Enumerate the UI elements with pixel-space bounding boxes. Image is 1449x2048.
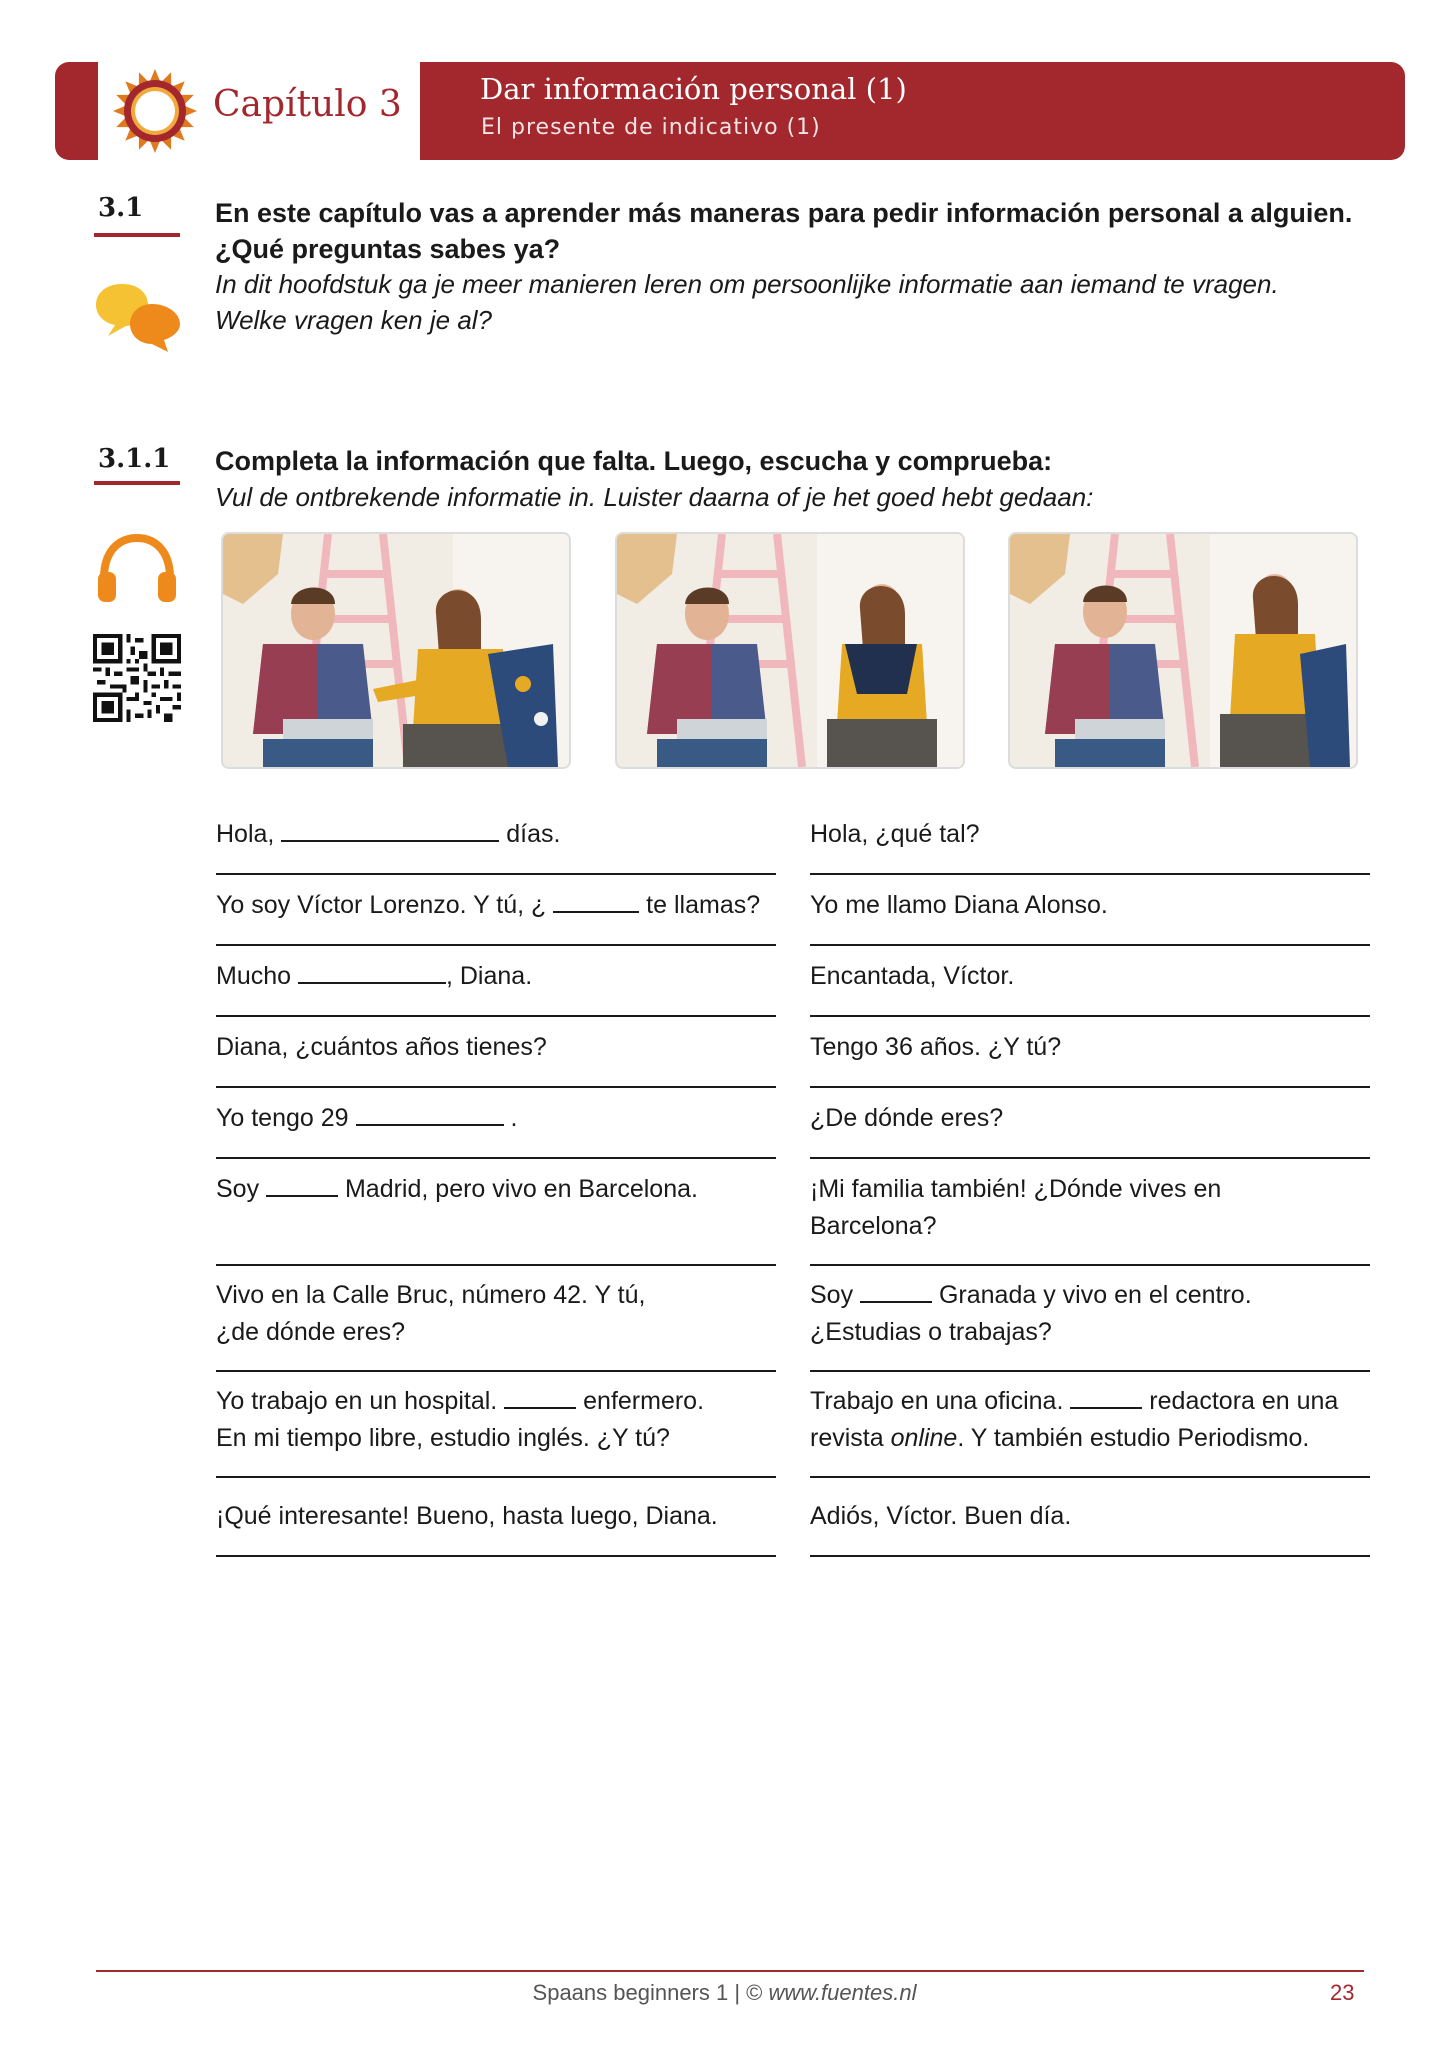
row-rule	[810, 1370, 1370, 1372]
section-number: 3.1	[98, 193, 144, 223]
dialogue-left-row-1	[216, 816, 776, 853]
dialogue-text: ¡Mi familia también! ¿Dónde vives en	[810, 1175, 1222, 1203]
page-subtitle: El presente de indicativo (1)	[481, 115, 821, 140]
photo-handshake	[221, 532, 571, 769]
dialogue-text: Hola, ¿qué tal?	[810, 820, 980, 848]
row-rule	[810, 1157, 1370, 1159]
dialogue-text: días.	[499, 820, 561, 848]
row-rule	[810, 1015, 1370, 1017]
row-rule	[810, 1476, 1370, 1478]
question-es-line1: En este capítulo vas a aprender más maneras para pedir información personal a alguien.	[215, 198, 1353, 228]
page-number: 23	[1330, 1980, 1355, 2005]
answer-blank[interactable]	[1070, 1385, 1142, 1409]
speech-bubbles-icon	[94, 280, 182, 356]
dialogue-text: redactora en una	[1142, 1387, 1339, 1415]
dialogue-text: Yo tengo 29	[216, 1104, 356, 1132]
dialogue-text-italic: online	[890, 1424, 958, 1452]
row-rule	[810, 944, 1370, 946]
row-rule	[216, 1157, 776, 1159]
row-rule	[810, 1086, 1370, 1088]
dialogue-text: ¿De dónde eres?	[810, 1104, 1004, 1132]
dialogue-right-row-1	[810, 816, 1370, 853]
dialogue-left-row-6	[216, 1171, 776, 1208]
dialogue-right-row-2	[810, 887, 1370, 924]
answer-blank[interactable]	[281, 818, 499, 842]
dialogue-left-row-7	[216, 1277, 776, 1351]
dialogue-text: En mi tiempo libre, estudio inglés. ¿Y tú?	[216, 1424, 670, 1452]
dialogue-text: Granada y vivo en el centro.	[932, 1281, 1252, 1309]
footer-rule	[96, 1970, 1364, 1972]
dialogue-right-row-3	[810, 958, 1370, 995]
row-rule	[216, 944, 776, 946]
subsection-number: 3.1.1	[98, 444, 171, 474]
chapter-label: Capítulo 3	[213, 84, 402, 125]
row-rule	[810, 1555, 1370, 1557]
answer-blank[interactable]	[356, 1102, 504, 1126]
dialogue-text: Trabajo en una oficina.	[810, 1387, 1071, 1415]
question-nl-line1: In dit hoofdstuk ga je meer manieren leren om persoonlijke informatie aan iemand te vragen.	[215, 269, 1279, 299]
dialogue-text: Vivo en la Calle Bruc, número 42. Y tú,	[216, 1281, 646, 1309]
dialogue-left-row-2	[216, 887, 776, 924]
dialogue-right-row-4	[810, 1029, 1370, 1066]
row-rule	[810, 873, 1370, 875]
dialogue-text: ¡Qué interesante! Bueno, hasta luego, Diana.	[216, 1502, 718, 1530]
dialogue-text: Tengo 36 años. ¿Y tú?	[810, 1033, 1062, 1061]
dialogue-left-row-9	[216, 1498, 776, 1535]
dialogue-text: Adiós, Víctor. Buen día.	[810, 1502, 1072, 1530]
dialogue-text: Yo me llamo Diana Alonso.	[810, 891, 1108, 919]
dialogue-text: Yo soy Víctor Lorenzo. Y tú, ¿	[216, 891, 554, 919]
row-rule	[216, 1370, 776, 1372]
dialogue-right-row-9	[810, 1498, 1370, 1535]
dialogue-text: Soy	[810, 1281, 861, 1309]
answer-blank[interactable]	[553, 889, 639, 913]
dialogue-text: Soy	[216, 1175, 267, 1203]
question-nl-line2: Welke vragen ken je al?	[215, 305, 493, 335]
footer-text	[0, 1980, 1449, 2006]
dialogue-right-row-5	[810, 1100, 1370, 1137]
row-rule	[216, 1015, 776, 1017]
section-rule	[94, 233, 180, 237]
dialogue-text: , Diana.	[445, 962, 533, 990]
dialogue-text: ¿Estudias o trabajas?	[810, 1318, 1052, 1346]
dialogue-left-row-4	[216, 1029, 776, 1066]
dialogue-text: te llamas?	[639, 891, 761, 919]
dialogue-text: enfermero.	[576, 1387, 705, 1415]
dialogue-text: Mucho	[216, 962, 298, 990]
dialogue-left-row-5	[216, 1100, 776, 1137]
dialogue-text: revista	[810, 1424, 891, 1452]
row-rule	[216, 873, 776, 875]
row-rule	[216, 1264, 776, 1266]
dialogue-text: Hola,	[216, 820, 282, 848]
instruction-nl: Vul de ontbrekende informatie in. Luister daarna of je het goed hebt gedaan:	[215, 482, 1094, 512]
dialogue-left-row-8	[216, 1383, 776, 1457]
dialogue-text: Yo trabajo en un hospital.	[216, 1387, 505, 1415]
sun-icon	[112, 68, 198, 154]
row-rule	[216, 1086, 776, 1088]
answer-blank[interactable]	[504, 1385, 576, 1409]
answer-blank[interactable]	[266, 1173, 338, 1197]
row-rule	[216, 1555, 776, 1557]
headphones-icon[interactable]	[96, 532, 178, 606]
subsection-rule	[94, 481, 180, 485]
question-es-line2: ¿Qué preguntas sabes ya?	[215, 234, 561, 264]
dialogue-text: Madrid, pero vivo en Barcelona.	[338, 1175, 698, 1203]
row-rule	[216, 1476, 776, 1478]
row-rule	[810, 1264, 1370, 1266]
dialogue-text: Encantada, Víctor.	[810, 962, 1015, 990]
dialogue-text: .	[503, 1104, 518, 1132]
dialogue-text: . Y también estudio Periodismo.	[957, 1424, 1310, 1452]
footer-label: Spaans beginners 1 | ©	[532, 1980, 769, 2005]
dialogue-right-row-6	[810, 1171, 1370, 1245]
instruction-es: Completa la información que falta. Luego, escucha y comprueba:	[215, 446, 1053, 476]
dialogue-text: ¿de dónde eres?	[216, 1318, 406, 1346]
answer-blank[interactable]	[298, 960, 446, 984]
dialogue-left-row-3	[216, 958, 776, 995]
dialogue-text: Diana, ¿cuántos años tienes?	[216, 1033, 547, 1061]
qr-code-icon[interactable]	[93, 634, 181, 722]
dialogue-right-row-7	[810, 1277, 1370, 1351]
dialogue-text: Barcelona?	[810, 1212, 937, 1240]
footer-link[interactable]: www.fuentes.nl	[768, 1980, 917, 2005]
answer-blank[interactable]	[860, 1279, 932, 1303]
photo-conversation	[615, 532, 965, 769]
page-title: Dar información personal (1)	[480, 72, 907, 106]
photo-laughing	[1008, 532, 1358, 769]
dialogue-right-row-8	[810, 1383, 1370, 1457]
